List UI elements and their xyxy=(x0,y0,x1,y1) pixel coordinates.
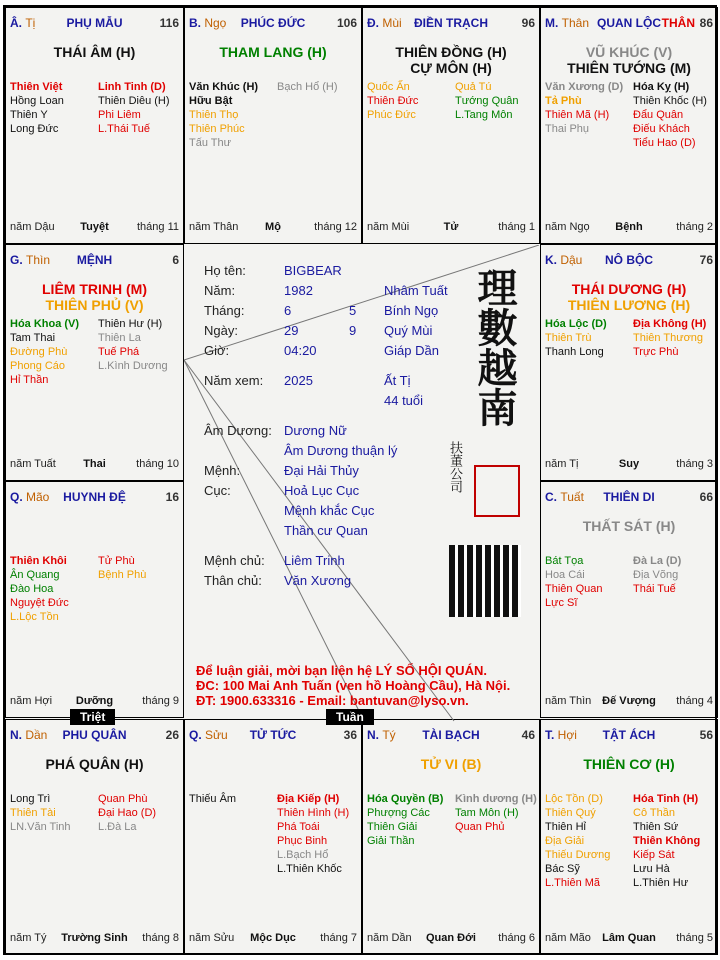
qr-code xyxy=(449,545,521,617)
palace-footer xyxy=(10,221,179,235)
main-star: THÁI ÂM (H) xyxy=(53,44,136,60)
minor-star: Linh Tinh (D) xyxy=(98,81,166,93)
palace-branch: G. Thìn xyxy=(10,253,51,267)
palace-name: TẬT ÁCH xyxy=(602,728,656,742)
palace-branch: N. Tý xyxy=(367,728,396,742)
day-lunar: 9 xyxy=(349,323,357,338)
contact-line-2: ĐC: 100 Mai Anh Tuấn (ven hồ Hoàng Cầu), Hà Nội. xyxy=(196,678,511,693)
minor-star: Tử Phù xyxy=(98,555,135,567)
minor-star: Đào Hoa xyxy=(10,583,54,595)
minor-star: Đà La (D) xyxy=(633,555,682,567)
palace-branch: T. Hợi xyxy=(545,728,577,742)
palace-cell-suu xyxy=(184,719,362,955)
palace-cell-ngo xyxy=(184,7,362,244)
footer-month: tháng 2 xyxy=(676,221,713,233)
contact-line-1: Để luận giải, mời bạn liên hệ LÝ SỐ HỘI QUÁN. xyxy=(196,663,487,678)
palace-name: MỆNH xyxy=(76,253,113,267)
minor-stars-left xyxy=(10,80,64,136)
destiny-master-value: Liêm Trinh xyxy=(284,553,345,568)
minor-stars-left xyxy=(367,80,418,122)
minor-star: L.Bạch Hổ xyxy=(277,849,329,861)
palace-number: 116 xyxy=(159,16,179,30)
minor-stars-left xyxy=(189,792,236,806)
minor-star: Tuế Phá xyxy=(98,346,140,358)
minor-star: Tam Thai xyxy=(10,332,56,344)
footer-year: năm Ngọ xyxy=(545,221,590,233)
body-master-value: Văn Xương xyxy=(284,573,352,588)
minor-star: Điếu Khách xyxy=(633,123,690,135)
footer-stage: Mộ xyxy=(265,221,281,233)
footer-stage: Đế Vượng xyxy=(602,695,656,707)
yinyang-value: Dương Nữ xyxy=(284,423,347,438)
minor-stars-right xyxy=(98,792,156,834)
minor-star: Hữu Bật xyxy=(189,95,233,107)
age-value: 44 tuổi xyxy=(384,393,424,408)
palace-name: HUYNH ĐỆ xyxy=(63,490,126,504)
main-star: PHÁ QUÂN (H) xyxy=(45,756,144,772)
footer-year: năm Thân xyxy=(189,221,239,233)
minor-star: Đại Hao (D) xyxy=(98,807,157,819)
palace-name: ĐIỀN TRẠCH xyxy=(414,16,488,30)
bureau-note-1: Mệnh khắc Cục xyxy=(284,503,375,518)
bureau-label: Cục: xyxy=(204,483,231,498)
view-year-label: Năm xem: xyxy=(204,373,264,388)
palace-number: 36 xyxy=(343,728,357,742)
minor-star: LN.Văn Tinh xyxy=(10,821,71,833)
palace-footer xyxy=(545,932,713,946)
calligraphy-logo xyxy=(464,267,524,444)
footer-month: tháng 10 xyxy=(136,458,179,470)
palace-header xyxy=(10,490,179,504)
palace-footer xyxy=(189,932,357,946)
minor-star: Tả Phù xyxy=(545,95,582,107)
palace-number: 66 xyxy=(699,490,713,504)
seal-small-label: 扶董公司 xyxy=(447,441,462,493)
main-star: THIÊN LƯƠNG (H) xyxy=(567,297,691,313)
palace-cell-ty2 xyxy=(362,719,540,955)
minor-star: Hóa Khoa (V) xyxy=(10,318,80,330)
palace-name: PHÚC ĐỨC xyxy=(240,16,306,30)
minor-star: Thiên Tài xyxy=(10,807,56,819)
minor-star: L.Đà La xyxy=(98,821,137,833)
minor-star: Bệnh Phù xyxy=(98,569,147,581)
palace-number: 96 xyxy=(521,16,535,30)
month-canchi: Bính Ngọ xyxy=(384,303,439,318)
main-star: CỰ MÔN (H) xyxy=(410,60,492,76)
minor-stars-left xyxy=(545,317,607,359)
minor-star: Đường Phù xyxy=(10,346,68,358)
minor-star: Thiếu Dương xyxy=(545,849,611,861)
minor-star: Thái Tuế xyxy=(633,583,676,595)
minor-stars-left xyxy=(545,554,602,610)
minor-stars-right xyxy=(633,792,700,890)
minor-star: L.Thiên Khốc xyxy=(277,863,342,875)
palace-header xyxy=(367,728,535,742)
minor-star: Thiên Mã (H) xyxy=(545,109,610,121)
footer-year: năm Hợi xyxy=(10,695,53,707)
main-star: THIÊN CƠ (H) xyxy=(583,756,675,772)
minor-star: Thiên Thọ xyxy=(189,109,239,121)
minor-star: Địa Võng xyxy=(633,569,679,581)
palace-number: 46 xyxy=(521,728,535,742)
minor-stars-right xyxy=(455,792,537,834)
minor-star: Thiên Diêu (H) xyxy=(98,95,170,107)
minor-star: Quốc Ấn xyxy=(367,81,410,93)
palace-cell-tuat xyxy=(540,481,718,718)
month-lunar: 5 xyxy=(349,303,357,318)
footer-stage: Quan Đới xyxy=(426,932,476,944)
footer-year: năm Tị xyxy=(545,458,579,470)
main-star: THAM LANG (H) xyxy=(219,44,327,60)
palace-branch: C. Tuất xyxy=(545,490,584,504)
name-label: Họ tên: xyxy=(204,263,246,278)
destiny-master-label: Mệnh chủ: xyxy=(204,553,265,568)
minor-star: Văn Khúc (H) xyxy=(189,81,259,93)
palace-name: TỬ TỨC xyxy=(249,728,297,742)
palace-footer xyxy=(545,221,713,235)
palace-number: 16 xyxy=(165,490,179,504)
minor-star: Thiên Sứ xyxy=(633,821,679,833)
red-seal xyxy=(474,465,520,517)
minor-star: Hóa Tinh (H) xyxy=(633,793,699,805)
minor-star: Trực Phù xyxy=(633,346,679,358)
minor-stars-right xyxy=(277,792,349,876)
minor-star: Bát Tọa xyxy=(545,555,584,567)
palace-cell-dan xyxy=(5,719,184,955)
footer-month: tháng 4 xyxy=(676,695,713,707)
palace-footer xyxy=(545,695,713,709)
month-label: Tháng: xyxy=(204,303,245,318)
minor-star: L.Thiên Hư xyxy=(633,877,689,889)
palace-footer xyxy=(10,458,179,472)
view-year-canchi: Ất Tị xyxy=(384,373,411,388)
minor-stars-right xyxy=(98,554,146,582)
palace-number: 86 xyxy=(699,16,713,30)
minor-stars-left xyxy=(189,80,258,150)
palace-number: 106 xyxy=(336,16,357,30)
bureau-note-2: Thần cư Quan xyxy=(284,523,368,538)
minor-star: Thiếu Âm xyxy=(189,793,237,805)
minor-star: Hóa Lộc (D) xyxy=(545,318,607,330)
yinyang-note: Âm Dương thuận lý xyxy=(284,443,398,458)
footer-year: năm Thìn xyxy=(545,695,592,707)
minor-star: Thiên Đức xyxy=(367,95,419,107)
minor-star: Thiên Khốc (H) xyxy=(633,95,707,107)
palace-footer xyxy=(367,221,535,235)
palace-branch: K. Dậu xyxy=(545,253,583,267)
seal-small-text xyxy=(446,441,466,498)
hour-value: 04:20 xyxy=(284,343,317,358)
year-canchi: Nhâm Tuất xyxy=(384,283,448,298)
palace-number: 76 xyxy=(699,253,713,267)
minor-star: Thanh Long xyxy=(545,346,604,358)
minor-star: Đẩu Quân xyxy=(633,109,684,121)
palace-branch: M. Thân xyxy=(545,16,590,30)
minor-star: Thiên Y xyxy=(10,109,48,121)
destiny-value: Đại Hải Thủy xyxy=(284,463,359,478)
minor-star: Phượng Các xyxy=(367,807,430,819)
footer-month: tháng 12 xyxy=(314,221,357,233)
palace-cell-hoi xyxy=(540,719,718,955)
minor-star: Lực Sĩ xyxy=(545,597,578,609)
main-star: THIÊN TƯỚNG (M) xyxy=(567,60,691,76)
minor-star: Hồng Loan xyxy=(10,95,64,107)
minor-star: Lưu Hà xyxy=(633,863,670,875)
footer-stage: Suy xyxy=(618,458,640,470)
palace-branch: Đ. Mùi xyxy=(367,16,402,30)
minor-stars-left xyxy=(545,792,610,890)
footer-month: tháng 9 xyxy=(142,695,179,707)
calligraphy-text: 理數越南 xyxy=(471,267,518,427)
month-value: 6 xyxy=(284,303,292,318)
palace-footer xyxy=(367,932,535,946)
palace-number: 56 xyxy=(699,728,713,742)
footer-stage: Dưỡng xyxy=(75,695,114,707)
footer-stage: Thai xyxy=(83,458,106,470)
minor-star: Địa Giải xyxy=(545,835,585,847)
minor-star: L.Kình Dương xyxy=(98,360,168,372)
palace-branch: Q. Sửu xyxy=(189,728,228,742)
footer-month: tháng 11 xyxy=(136,221,179,233)
minor-star: Thiên Hình (H) xyxy=(277,807,350,819)
footer-month: tháng 1 xyxy=(498,221,535,233)
minor-star: Quan Phủ xyxy=(455,821,505,833)
minor-star: Phục Binh xyxy=(277,835,328,847)
bureau-value: Hoả Lục Cục xyxy=(284,483,360,498)
palace-name: THIÊN DI xyxy=(603,490,655,504)
palace-branch: B. Ngọ xyxy=(189,16,227,30)
minor-star: Địa Không (H) xyxy=(633,318,707,330)
minor-star: Thiên Phúc xyxy=(189,123,245,135)
minor-star: Phi Liêm xyxy=(98,109,141,121)
minor-star: Cô Thần xyxy=(633,807,675,819)
minor-stars-right xyxy=(98,80,170,136)
footer-year: năm Dần xyxy=(367,932,412,944)
minor-stars-right xyxy=(98,317,168,373)
minor-star: Thiên La xyxy=(98,332,141,344)
chart-center-info xyxy=(184,245,541,722)
footer-month: tháng 7 xyxy=(320,932,357,944)
palace-cell-thin xyxy=(5,244,184,481)
palace-footer xyxy=(10,932,179,946)
minor-star: Hoa Cái xyxy=(545,569,585,581)
palace-footer xyxy=(545,458,713,472)
minor-star: Thiên Quý xyxy=(545,807,596,819)
palace-header xyxy=(10,253,179,267)
footer-year: năm Tý xyxy=(10,932,47,944)
minor-star: Địa Kiếp (H) xyxy=(277,793,340,805)
yinyang-label: Âm Dương: xyxy=(204,423,272,438)
body-palace-marker: THÂN xyxy=(661,16,695,30)
palace-name: PHU QUÂN xyxy=(62,728,127,742)
year-value: 1982 xyxy=(284,283,313,298)
palace-branch: Q. Mão xyxy=(10,490,50,504)
minor-star: Thiên Việt xyxy=(10,81,63,93)
minor-star: Thiên Không xyxy=(633,835,701,847)
palace-cell-ty xyxy=(5,7,184,244)
palace-header xyxy=(545,490,713,504)
minor-star: L.Lộc Tồn xyxy=(10,611,59,623)
minor-star: Hóa Kỵ (H) xyxy=(633,81,690,93)
palace-cell-mao xyxy=(5,481,184,718)
minor-star: Thiên Khôi xyxy=(10,555,67,567)
palace-header xyxy=(367,16,535,30)
minor-star: Bác Sỹ xyxy=(545,863,580,875)
palace-header xyxy=(545,16,713,30)
triet-tag: Triệt xyxy=(70,709,115,725)
minor-star: Văn Xương (D) xyxy=(545,81,624,93)
minor-star: Giải Thần xyxy=(367,835,415,847)
minor-star: Phá Toái xyxy=(277,821,320,833)
minor-star: Lộc Tồn (D) xyxy=(545,793,603,805)
contact-line-3: ĐT: 1900.633316 - Email: bantuvan@lyso.vn. xyxy=(196,693,469,708)
palace-branch: Â. Tị xyxy=(10,16,36,30)
contact-ad xyxy=(196,663,510,708)
minor-star: L.Tang Môn xyxy=(455,109,513,121)
day-label: Ngày: xyxy=(204,323,238,338)
palace-footer xyxy=(10,695,179,709)
palace-header xyxy=(189,728,357,742)
minor-stars-right xyxy=(633,554,681,596)
footer-stage: Bệnh xyxy=(615,221,643,233)
minor-star: Tấu Thư xyxy=(189,137,232,149)
palace-header xyxy=(545,253,713,267)
minor-stars-left xyxy=(10,792,71,834)
palace-name: PHỤ MẪU xyxy=(66,16,123,30)
minor-star: Tiểu Hao (D) xyxy=(633,137,696,149)
minor-star: Thai Phụ xyxy=(545,123,590,135)
palace-name: NÔ BỘC xyxy=(605,253,653,267)
minor-star: Ân Quang xyxy=(10,569,60,581)
palace-header xyxy=(10,16,179,30)
footer-stage: Tuyệt xyxy=(80,221,109,233)
minor-star: Long Đức xyxy=(10,123,59,135)
minor-stars-right xyxy=(633,80,707,150)
minor-star: Long Trì xyxy=(10,793,51,805)
view-year-value: 2025 xyxy=(284,373,313,388)
minor-star: Hỉ Thần xyxy=(10,374,49,386)
palace-footer xyxy=(189,221,357,235)
hour-canchi: Giáp Dần xyxy=(384,343,439,358)
palace-name: QUAN LỘC xyxy=(597,16,661,30)
day-canchi: Quý Mùi xyxy=(384,323,433,338)
destiny-label: Mệnh: xyxy=(204,463,241,478)
palace-header xyxy=(189,16,357,30)
main-star: THIÊN ĐỒNG (H) xyxy=(395,44,507,60)
footer-stage: Trường Sinh xyxy=(61,932,128,944)
footer-year: năm Dậu xyxy=(10,221,55,233)
main-star: THÁI DƯƠNG (H) xyxy=(571,281,687,297)
footer-stage: Tử xyxy=(443,221,459,233)
minor-star: Nguyệt Đức xyxy=(10,597,69,609)
footer-year: năm Sửu xyxy=(189,932,235,944)
footer-month: tháng 3 xyxy=(676,458,713,470)
minor-star: Quả Tú xyxy=(455,81,492,93)
minor-star: Thiên Trù xyxy=(545,332,592,344)
day-value: 29 xyxy=(284,323,299,338)
footer-year: năm Mùi xyxy=(367,221,410,233)
main-star: LIÊM TRINH (M) xyxy=(42,281,147,297)
minor-star: Tam Môn (H) xyxy=(455,807,519,819)
palace-cell-mui xyxy=(362,7,540,244)
body-master-label: Thân chủ: xyxy=(204,573,262,588)
minor-star: Thiên Hỉ xyxy=(545,821,586,833)
minor-star: L.Thái Tuế xyxy=(98,123,150,135)
palace-cell-than xyxy=(540,7,718,244)
year-label: Năm: xyxy=(204,283,236,298)
main-star: TỬ VI (B) xyxy=(420,756,482,772)
palace-branch: N. Dần xyxy=(10,728,48,742)
footer-stage: Lâm Quan xyxy=(602,932,656,944)
tuan-tag: Tuần xyxy=(326,709,374,725)
minor-stars-left xyxy=(545,80,623,136)
minor-star: Thiên Hư (H) xyxy=(98,318,163,330)
minor-star: Thiên Giải xyxy=(367,821,418,833)
minor-star: Phúc Đức xyxy=(367,109,416,121)
footer-year: năm Mão xyxy=(545,932,591,944)
minor-star: Kình dương (H) xyxy=(455,793,537,805)
main-star: VŨ KHÚC (V) xyxy=(585,44,673,60)
palace-number: 6 xyxy=(172,253,179,267)
palace-number: 26 xyxy=(165,728,179,742)
minor-stars-left xyxy=(10,554,69,624)
minor-stars-right xyxy=(633,317,706,359)
palace-name: TÀI BẠCH xyxy=(422,728,480,742)
minor-star: L.Thiên Mã xyxy=(545,877,601,889)
footer-year: năm Tuất xyxy=(10,458,56,470)
name-value: BIGBEAR xyxy=(284,263,342,278)
footer-stage: Mộc Dục xyxy=(250,932,296,944)
palace-header xyxy=(10,728,179,742)
minor-stars-right xyxy=(277,80,338,94)
minor-star: Quan Phù xyxy=(98,793,148,805)
minor-star: Phong Cáo xyxy=(10,360,66,372)
minor-star: Thiên Quan xyxy=(545,583,603,595)
minor-star: Hóa Quyền (B) xyxy=(367,793,444,805)
hour-label: Giờ: xyxy=(204,343,230,358)
palace-header xyxy=(545,728,713,742)
minor-star: Thiên Thương xyxy=(633,332,704,344)
palace-cell-dau xyxy=(540,244,718,481)
footer-month: tháng 8 xyxy=(142,932,179,944)
footer-month: tháng 6 xyxy=(498,932,535,944)
minor-stars-left xyxy=(367,792,443,848)
main-star: THẤT SÁT (H) xyxy=(582,518,676,534)
minor-stars-right xyxy=(455,80,519,122)
minor-star: Kiếp Sát xyxy=(633,849,675,861)
minor-star: Bạch Hổ (H) xyxy=(277,81,338,93)
main-star: THIÊN PHỦ (V) xyxy=(45,297,144,313)
minor-star: Tướng Quân xyxy=(455,95,519,107)
footer-month: tháng 5 xyxy=(676,932,713,944)
minor-stars-left xyxy=(10,317,79,387)
